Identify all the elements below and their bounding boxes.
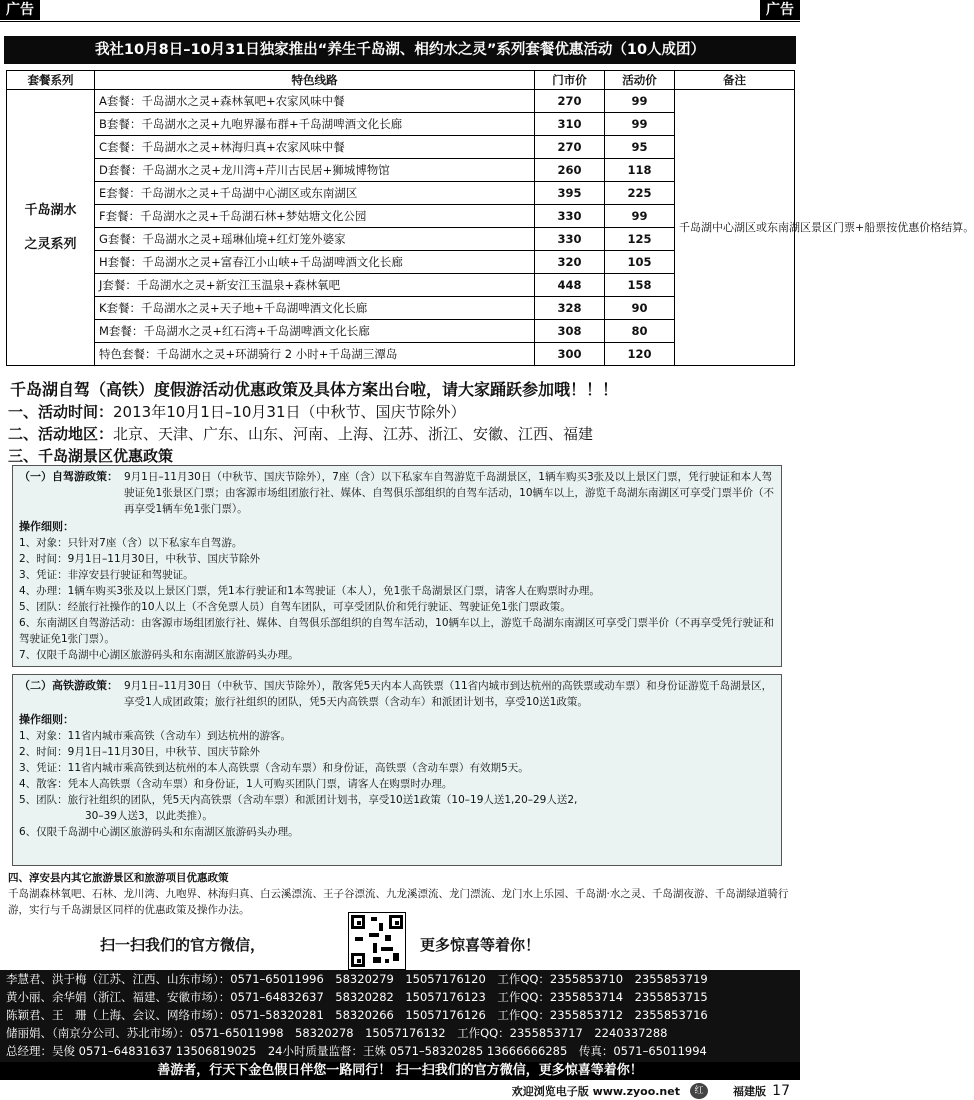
header-list-price: 门市价 bbox=[535, 71, 605, 90]
footer-edition: 福建版 bbox=[733, 1085, 766, 1098]
list-price-cell: 270 bbox=[535, 90, 605, 113]
promo-price-cell: 99 bbox=[605, 113, 675, 136]
list-price-cell: 308 bbox=[535, 320, 605, 343]
section-label: 二、活动地区： bbox=[8, 425, 114, 443]
header-series: 套餐系列 bbox=[7, 71, 95, 90]
wechat-qr-code[interactable] bbox=[348, 912, 406, 970]
section-activity-region bbox=[8, 423, 593, 444]
package-table bbox=[6, 70, 974, 366]
contact-row: 李慧君、洪于梅（江苏、江西、山东市场）：0571–65011996 58320279 15057176120 工作QQ：2355853710 2355853719 bbox=[6, 972, 708, 986]
ops-item: 30–39人送3，以此类推）。 bbox=[85, 810, 213, 822]
promo-price-cell: 99 bbox=[605, 205, 675, 228]
rail-ops-title: 操作细则： bbox=[19, 713, 74, 726]
route-cell: A套餐：千岛湖水之灵+森林氧吧+农家风味中餐 bbox=[95, 90, 535, 113]
self-drive-label: （一）自驾游政策： bbox=[19, 470, 118, 483]
header-route: 特色线路 bbox=[95, 71, 535, 90]
section-scenic-policy bbox=[8, 445, 173, 466]
footer-site-link[interactable]: 欢迎浏览电子版 www.zyoo.net bbox=[511, 1085, 680, 1098]
ops-item: 4、办理：1辆车购买3张及以上景区门票，凭1本行驶证和1本驾驶证（本人），免1张千岛湖景区门票，请客人在购票时办理。 bbox=[19, 585, 600, 597]
route-cell: J套餐：千岛湖水之灵+新安江玉温泉+森林氧吧 bbox=[95, 274, 535, 297]
route-cell: F套餐：千岛湖水之灵+千岛湖石林+梦姑塘文化公园 bbox=[95, 205, 535, 228]
route-cell: E套餐：千岛湖水之灵+千岛湖中心湖区或东南湖区 bbox=[95, 182, 535, 205]
header-note: 备注 bbox=[675, 71, 795, 90]
ad-label-left: 广告 bbox=[0, 0, 40, 20]
wechat-right-text: 更多惊喜等着你！ bbox=[420, 936, 541, 954]
series-name-line: 千岛湖水 bbox=[24, 202, 77, 218]
ops-item: 2、时间：9月1日–11月30日，中秋节、国庆节除外 bbox=[19, 746, 261, 758]
list-price-cell: 260 bbox=[535, 159, 605, 182]
list-price-cell: 310 bbox=[535, 113, 605, 136]
route-cell: D套餐：千岛湖水之灵+龙川湾+芹川古民居+狮城博物馆 bbox=[95, 159, 535, 182]
promo-price-cell: 99 bbox=[605, 90, 675, 113]
contact-row: 黄小丽、余华娟（浙江、福建、安徽市场）：0571–64832637 58320282 15057176123 工作QQ：2355853714 2355853715 bbox=[6, 990, 708, 1004]
route-cell: G套餐：千岛湖水之灵+瑶琳仙境+红灯笼外婆家 bbox=[95, 228, 535, 251]
slogan-bar: 善游者，行天下金色假日伴您一路同行！ 扫一扫我们的官方微信，更多惊喜等着你！ bbox=[0, 1062, 800, 1080]
ops-item: 4、散客：凭本人高铁票（含动车票）和身份证，1人可购买团队门票，请客人在购票时办理。 bbox=[19, 778, 453, 790]
table-row bbox=[7, 90, 795, 113]
list-price-cell: 330 bbox=[535, 228, 605, 251]
self-drive-policy-text: 9月1日–11月30日（中秋节、国庆节除外），7座（含）以下私家车自驾游览千岛湖景区，1辆车购买3张及以上景区门票，凭行驶证和本人驾驶证免1张景区门票；由客源市场组团旅行社、媒体、自驾俱乐部组织的自驾车活动，10辆车以上，游览千岛湖东南湖区可享受门票半价（不再享受1辆车免1张门票）。 bbox=[124, 471, 775, 515]
contact-row: 陈颖君、王 珊（上海、会议、网络市场）：0571–58320281 58320266 15057176126 工作QQ：2355853712 2355853716 bbox=[6, 1008, 708, 1022]
contact-block bbox=[0, 970, 800, 1062]
contact-row: 总经理：吴俊 0571–64831637 13506819025 24小时质量监督：王姝 0571–58320285 13666666285 传真：0571–65011994 bbox=[6, 1044, 707, 1058]
route-cell: H套餐：千岛湖水之灵+富春江小山峡+千岛湖啤酒文化长廊 bbox=[95, 251, 535, 274]
top-divider bbox=[0, 21, 800, 22]
route-cell: C套餐：千岛湖水之灵+林海归真+农家风味中餐 bbox=[95, 136, 535, 159]
promo-price-cell: 225 bbox=[605, 182, 675, 205]
ops-item: 5、团队：经旅行社操作的10人以上（不含免票人员）自驾车团队，可享受团队价和凭行驶证、驾驶证免1张门票政策。 bbox=[19, 601, 571, 613]
rail-label: （二）高铁游政策： bbox=[19, 679, 118, 692]
policy-headline: 千岛湖自驾（高铁）度假游活动优惠政策及具体方案出台啦，请大家踊跃参加哦！！！ bbox=[10, 380, 619, 399]
promo-price-cell: 120 bbox=[605, 343, 675, 366]
promo-price-cell: 125 bbox=[605, 228, 675, 251]
series-name-cell bbox=[7, 90, 95, 366]
wechat-promo bbox=[100, 912, 700, 972]
page-number: 17 bbox=[772, 1083, 790, 1099]
section-label: 一、活动时间： bbox=[8, 403, 114, 421]
section-activity-time bbox=[8, 401, 466, 422]
ops-item: 7、仅限千岛湖中心湖区旅游码头和东南湖区旅游码头办理。 bbox=[19, 649, 299, 661]
ops-item: 3、凭证：11省内城市乘高铁到达杭州的本人高铁票（含动车票）和身份证，高铁票（含动车票）有效期5天。 bbox=[19, 762, 529, 774]
other-scenic-text: 千岛湖森林氧吧、石林、龙川湾、九咆界、林海归真、白云溪漂流、王子谷漂流、九龙溪漂流、龙门漂流、龙门水上乐园、千岛湖·水之灵、千岛湖夜游、千岛湖绿道骑行游，实行与千岛湖景区同样的优惠政策及操作办法。 bbox=[8, 888, 789, 916]
contact-row: 储丽娟、（南京分公司、苏北市场）：0571–65011998 58320278 15057176132 工作QQ：2355853717 2240337288 bbox=[6, 1026, 668, 1040]
page-footer bbox=[0, 1083, 800, 1100]
ops-item: 1、对象：只针对7座（含）以下私家车自驾游。 bbox=[19, 537, 243, 549]
ops-item: 5、团队：旅行社组织的团队，凭5天内高铁票（含动车票）和派团计划书，享受10送1政策（10–19人送1,20–29人送2, bbox=[19, 794, 578, 806]
list-price-cell: 320 bbox=[535, 251, 605, 274]
promo-price-cell: 95 bbox=[605, 136, 675, 159]
ops-item: 6、仅限千岛湖中心湖区旅游码头和东南湖区旅游码头办理。 bbox=[19, 826, 299, 838]
ops-item: 3、凭证：非淳安县行驶证和驾驶证。 bbox=[19, 569, 194, 581]
list-price-cell: 330 bbox=[535, 205, 605, 228]
route-cell: B套餐：千岛湖水之灵+九咆界瀑布群+千岛湖啤酒文化长廊 bbox=[95, 113, 535, 136]
promo-price-cell: 80 bbox=[605, 320, 675, 343]
promo-price-cell: 158 bbox=[605, 274, 675, 297]
list-price-cell: 395 bbox=[535, 182, 605, 205]
promo-price-cell: 105 bbox=[605, 251, 675, 274]
wechat-left-text: 扫一扫我们的官方微信， bbox=[100, 936, 266, 954]
promo-price-cell: 90 bbox=[605, 297, 675, 320]
route-cell: M套餐：千岛湖水之灵+红石湾+千岛湖啤酒文化长廊 bbox=[95, 320, 535, 343]
series-name-line: 之灵系列 bbox=[24, 236, 77, 252]
ad-label-right: 广告 bbox=[760, 0, 800, 20]
self-drive-policy-box bbox=[12, 465, 782, 667]
list-price-cell: 448 bbox=[535, 274, 605, 297]
other-scenic-section bbox=[8, 870, 792, 918]
section-label: 三、千岛湖景区优惠政策 bbox=[8, 447, 174, 465]
table-header-row bbox=[7, 71, 795, 90]
promo-price-cell: 118 bbox=[605, 159, 675, 182]
promo-banner: 我社10月8日–10月31日独家推出“养生千岛湖、相约水之灵”系列套餐优惠活动（10人成团） bbox=[4, 36, 796, 64]
note-cell: 千岛湖中心湖区或东南湖区景区门票+船票按优惠价格结算。 bbox=[675, 90, 795, 366]
list-price-cell: 300 bbox=[535, 343, 605, 366]
rail-policy-box bbox=[12, 674, 782, 866]
section-text: 2013年10月1日–10月31日（中秋节、国庆节除外） bbox=[113, 403, 466, 421]
ops-item: 6、东南湖区自驾游活动：由客源市场组团旅行社、媒体、自驾俱乐部组织的自驾车活动，10辆车以上，游览千岛湖东南湖区可享受门票半价（不再享受凭行驶证和驾驶证免1张门票）。 bbox=[19, 617, 775, 645]
section-text: 北京、天津、广东、山东、河南、上海、江苏、浙江、安徽、江西、福建 bbox=[113, 425, 594, 443]
self-drive-ops-title: 操作细则： bbox=[19, 520, 74, 533]
list-price-cell: 270 bbox=[535, 136, 605, 159]
header-promo-price: 活动价 bbox=[605, 71, 675, 90]
list-price-cell: 328 bbox=[535, 297, 605, 320]
brand-logo-icon: 红 bbox=[690, 1083, 708, 1099]
ops-item: 2、时间：9月1日–11月30日，中秋节、国庆节除外 bbox=[19, 553, 261, 565]
route-cell: K套餐：千岛湖水之灵+天子地+千岛湖啤酒文化长廊 bbox=[95, 297, 535, 320]
other-scenic-title: 四、淳安县内其它旅游景区和旅游项目优惠政策 bbox=[8, 872, 229, 884]
rail-policy-text: 9月1日–11月30日（中秋节、国庆节除外），散客凭5天内本人高铁票（11省内城市到达杭州的高铁票或动车票）和身份证游览千岛湖景区，享受1人成团政策；旅行社组织的团队，凭5天内高铁票（含动车）和派团计划书，享受10送1政策。 bbox=[124, 680, 773, 708]
ops-item: 1、对象：11省内城市乘高铁（含动车）到达杭州的游客。 bbox=[19, 730, 292, 742]
route-cell: 特色套餐：千岛湖水之灵+环湖骑行 2 小时+千岛湖三潭岛 bbox=[95, 343, 535, 366]
